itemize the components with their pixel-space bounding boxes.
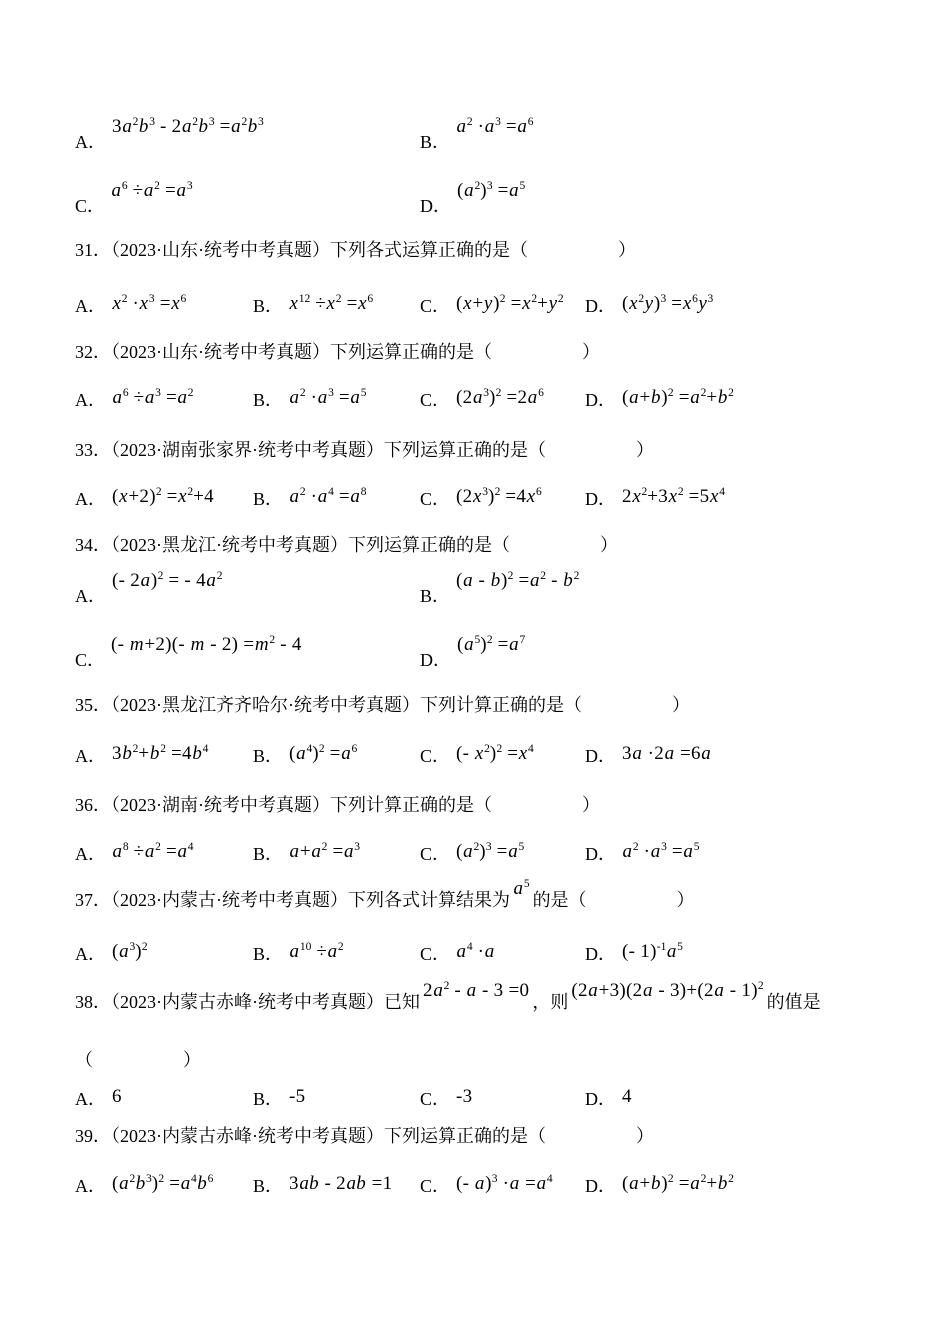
question-38-stem-math: $2a^2 - a - 3 =0$ [423, 980, 530, 1001]
option-label: C． [420, 296, 451, 316]
question-31-option-a [75, 292, 186, 318]
question-31-option-b [253, 292, 373, 318]
question-37-stem-math: $a^5$ [513, 878, 530, 899]
question-37-stem-text: 37．（2023·内蒙古·统考中考真题）下列各式计算结果为 [75, 890, 510, 910]
option-formula: $x^{12} \div x^2 =x^6$ [289, 293, 374, 314]
question-38-answer-blank-text: （ ） [75, 1050, 201, 1070]
option-label: D． [585, 844, 616, 864]
question-34-stem-text: 34．（2023·黑龙江·统考中考真题）下列运算正确的是（ ） [75, 535, 618, 555]
option-formula: $a^{10} \div a^2$ [289, 941, 344, 962]
option-label: A． [75, 844, 106, 864]
question-39-stem-text: 39．（2023·内蒙古赤峰·统考中考真题）下列运算正确的是（ ） [75, 1126, 654, 1146]
option-label: D． [420, 650, 451, 670]
option-formula: $a^2 \cdot a^3 =a^6$ [456, 116, 534, 137]
question-32-option-c [420, 386, 544, 412]
question-33-option-d [585, 485, 725, 511]
option-formula: $(a^2)^3 =a^5$ [457, 180, 526, 201]
option-formula: $(a^3)^2$ [112, 941, 148, 962]
question-37-stem [75, 878, 895, 913]
question-30-option-c [75, 180, 193, 218]
question-36-stem-text: 36．（2023·湖南·统考中考真题）下列计算正确的是（ ） [75, 795, 600, 815]
question-33-option-a [75, 485, 214, 511]
option-label: D． [585, 296, 616, 316]
option-formula: (- $x^2)^2 =x^4$ [456, 743, 534, 764]
question-32-option-b [253, 386, 366, 412]
question-33-option-b [253, 485, 366, 511]
option-formula: (- 2a)$^2$ = - $4a^2$ [112, 570, 223, 591]
question-30-option-a [75, 116, 264, 154]
option-label: B． [253, 1176, 284, 1196]
option-label: B． [253, 944, 284, 964]
question-38-stem-text: 38．（2023·内蒙古赤峰·统考中考真题）已知 [75, 992, 420, 1012]
option-label: A． [75, 132, 106, 152]
option-label: D． [420, 196, 451, 216]
question-38-answer-blank [75, 1048, 895, 1072]
option-formula: -3 [456, 1086, 473, 1107]
option-label: B． [253, 1089, 284, 1109]
question-35-option-b [253, 742, 357, 768]
question-39-option-c [420, 1172, 553, 1198]
option-formula: $3a^2b^3 - 2a^2b^3 =a^2b^3$ [112, 116, 264, 137]
option-label: C． [420, 844, 451, 864]
question-35-stem [75, 693, 895, 717]
option-formula: $(a+b)^2 =a^2+b^2$ [622, 1173, 734, 1194]
option-formula: 4 [622, 1086, 632, 1107]
option-formula: (- $a)^3 \cdot a =a^4$ [456, 1173, 553, 1194]
option-label: A． [75, 1176, 106, 1196]
option-formula: $(a^2b^3)^2 =a^4b^6$ [112, 1173, 214, 1194]
option-formula: $(a^5)^2 =a^7$ [457, 634, 526, 655]
option-label: C． [420, 1089, 451, 1109]
question-38-option-a [75, 1085, 122, 1111]
option-formula: $(2x^3)^2 =4x^6$ [456, 486, 542, 507]
question-31-stem-text: 31．（2023·山东·统考中考真题）下列各式运算正确的是（ ） [75, 240, 636, 260]
question-36-option-b [253, 840, 360, 866]
option-formula: $(x+y)^2 =x^2+y^2$ [456, 293, 564, 314]
question-35-stem-text: 35．（2023·黑龙江齐齐哈尔·统考中考真题）下列计算正确的是（ ） [75, 695, 690, 715]
option-formula: (- m+2)(- $m - 2) =m^2 - 4$ [111, 634, 302, 655]
question-33-option-c [420, 485, 542, 511]
option-formula: $(a+b)^2 =a^2+b^2$ [622, 387, 734, 408]
option-label: B． [253, 489, 284, 509]
question-34-option-c [75, 634, 302, 672]
option-label: D． [585, 746, 616, 766]
question-30-option-b [420, 116, 534, 154]
question-38-option-d [585, 1085, 632, 1111]
option-label: A． [75, 944, 106, 964]
option-label: A． [75, 390, 106, 410]
option-formula: $(a^4)^2 =a^6$ [289, 743, 358, 764]
option-formula: $(2a^3)^2 =2a^6$ [456, 387, 544, 408]
option-formula: $(a^2)^3 =a^5$ [456, 841, 525, 862]
option-formula: $(x^2y)^3 =x^6y^3$ [622, 293, 714, 314]
option-formula: 3ab - 2ab =1 [289, 1173, 393, 1194]
option-label: D． [585, 944, 616, 964]
option-formula: $a^2 \cdot a^3 =a^5$ [289, 387, 367, 408]
option-label: D． [585, 1176, 616, 1196]
option-label: B． [420, 586, 451, 606]
question-32-option-a [75, 386, 194, 412]
option-label: C． [75, 650, 106, 670]
question-32-option-d [585, 386, 734, 412]
question-33-stem-text: 33．（2023·湖南张家界·统考中考真题）下列运算正确的是（ ） [75, 440, 654, 460]
question-31-option-d [585, 292, 713, 318]
question-38-option-b [253, 1085, 305, 1111]
option-label: A． [75, 1089, 106, 1109]
option-formula: $(x+2)^2 =x^2+4$ [112, 486, 214, 507]
option-label: C． [420, 746, 451, 766]
question-37-option-a [75, 940, 148, 966]
question-37-option-b [253, 940, 344, 966]
option-formula: $a^6 \div a^3 =a^2$ [112, 387, 194, 408]
question-39-option-d [585, 1172, 734, 1198]
question-39-stem [75, 1124, 895, 1148]
option-formula: $a^8 \div a^2 =a^4$ [112, 841, 194, 862]
question-36-option-c [420, 840, 524, 866]
question-38-stem-text: 的值是 [766, 992, 821, 1012]
option-label: D． [585, 489, 616, 509]
option-formula: $a^4 \cdot a$ [456, 941, 495, 962]
question-33-stem [75, 438, 895, 462]
question-32-stem [75, 340, 895, 364]
option-label: B． [253, 844, 284, 864]
question-34-option-d [420, 634, 526, 672]
option-label: C． [420, 1176, 451, 1196]
option-label: C． [420, 944, 451, 964]
question-35-option-c [420, 742, 534, 768]
question-37-option-c [420, 940, 495, 966]
option-formula: $a^2 \cdot a^3 =a^5$ [622, 841, 700, 862]
option-formula: $2x^2+3x^2 =5x^4$ [622, 486, 725, 507]
option-label: A． [75, 746, 106, 766]
question-36-stem [75, 793, 895, 817]
option-formula: $3b^2+b^2 =4b^4$ [112, 743, 209, 764]
option-label: B． [253, 390, 284, 410]
question-39-option-a [75, 1172, 213, 1198]
question-35-option-a [75, 742, 208, 768]
option-label: C． [75, 196, 106, 216]
option-label: C． [420, 489, 451, 509]
question-31-option-c [420, 292, 564, 318]
option-formula: (- $1)^{-1}a^5$ [622, 941, 683, 962]
question-36-option-a [75, 840, 194, 866]
option-label: B． [253, 296, 284, 316]
question-34-option-a [75, 570, 223, 608]
option-formula: $a^2 \cdot a^4 =a^8$ [289, 486, 367, 507]
question-35-option-d [585, 742, 712, 768]
option-label: A． [75, 489, 106, 509]
option-formula: -5 [289, 1086, 306, 1107]
option-formula: $a^6 \div a^2 =a^3$ [111, 180, 193, 201]
option-formula: 6 [112, 1086, 122, 1107]
option-formula: $a+a^2 =a^3$ [289, 841, 361, 862]
question-38-stem-math: (2a+3)(2a - 3)+(2a - 1)$^2$ [571, 980, 764, 1001]
question-38-option-c [420, 1085, 472, 1111]
option-label: D． [585, 390, 616, 410]
option-formula: 3a ·2a =6a [622, 743, 712, 764]
question-36-option-d [585, 840, 699, 866]
question-31-stem [75, 238, 895, 262]
question-37-option-d [585, 940, 683, 966]
question-30-option-d [420, 180, 526, 218]
question-32-stem-text: 32．（2023·山东·统考中考真题）下列运算正确的是（ ） [75, 342, 600, 362]
question-37-stem-text: 的是（ ） [532, 890, 695, 910]
question-34-option-b [420, 570, 580, 608]
question-39-option-b [253, 1172, 392, 1198]
option-label: B． [253, 746, 284, 766]
option-label: A． [75, 296, 106, 316]
option-formula: $(a - b)^2 =a^2 - b^2$ [456, 570, 580, 591]
question-38-stem-text: ，则 [532, 992, 569, 1012]
option-label: C． [420, 390, 451, 410]
option-formula: $x^2 \cdot x^3 =x^6$ [112, 293, 187, 314]
option-label: A． [75, 586, 106, 606]
option-label: B． [420, 132, 451, 152]
question-34-stem [75, 533, 895, 557]
option-label: D． [585, 1089, 616, 1109]
question-38-stem [75, 980, 895, 1015]
